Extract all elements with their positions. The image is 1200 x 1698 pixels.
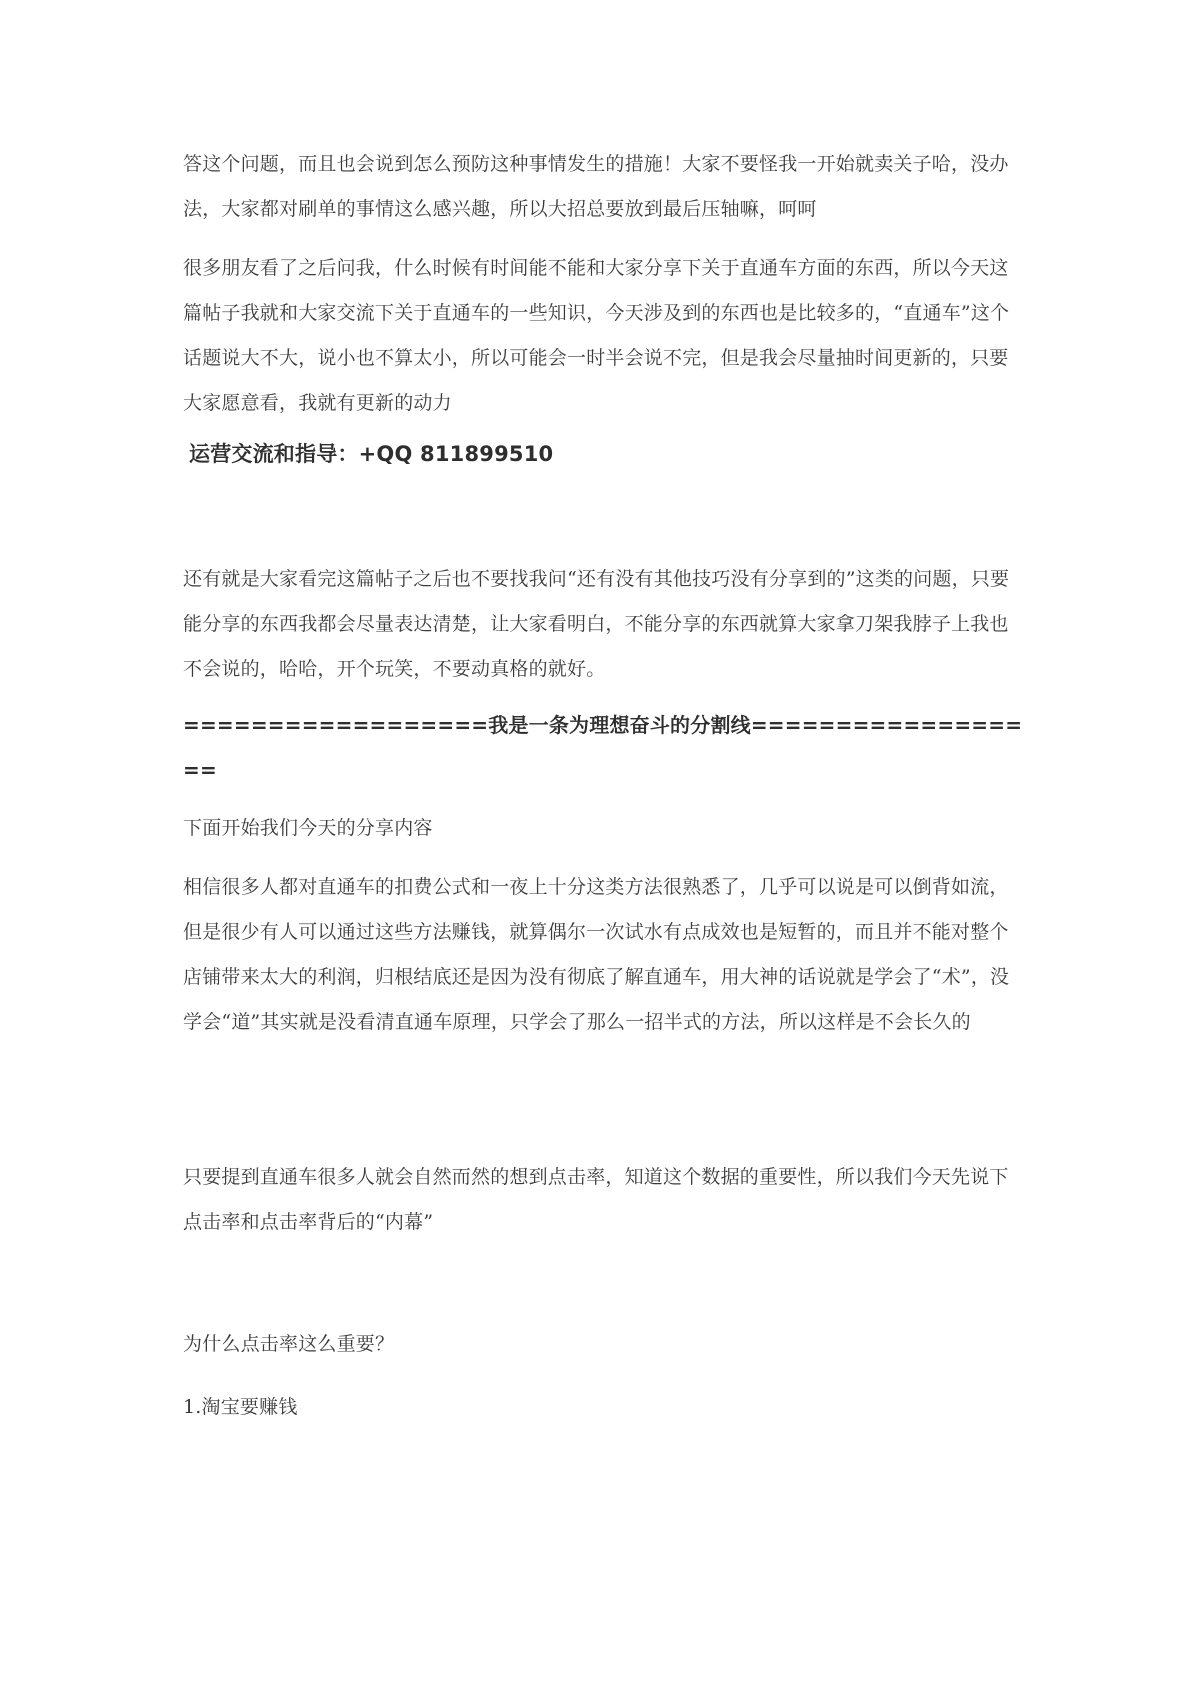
- section-question: 为什么点击率这么重要？: [183, 1333, 395, 1355]
- paragraph-click-rate: 只要提到直通车很多人就会自然而然的想到点击率，知道这个数据的重要性，所以我们今天先说下点击率和点击率背后的“内幕”: [183, 1166, 1009, 1233]
- paragraph-start: 下面开始我们今天的分享内容: [183, 817, 433, 839]
- paragraph-request: 很多朋友看了之后问我，什么时候有时间能不能和大家分享下关于直通车方面的东西，所以今天这篇帖子我就和大家交流下关于直通车的一些知识，今天涉及到的东西也是比较多的，“直通车”这个话题说大不大，说小也不算太小，所以可能会一时半会说不完，但是我会尽量抽时间更新的，只要大家愿意看，我就有更新的动力: [183, 257, 1010, 414]
- list-item-1: 1.淘宝要赚钱: [183, 1396, 298, 1418]
- paragraph-intro-continued: 答这个问题，而且也会说到怎么预防这种事情发生的措施！大家不要怪我一开始就卖关子哈，没办法，大家都对刷单的事情这么感兴趣，所以大招总要放到最后压轴嘛，呵呵: [183, 153, 1009, 220]
- paragraph-background: 相信很多人都对直通车的扣费公式和一夜上十分这类方法很熟悉了，几乎可以说是可以倒背如流，但是很少有人可以通过这些方法赚钱，就算偶尔一次试水有点成效也是短暂的，而且并不能对整个店铺带来太大的利润，归根结底还是因为没有彻底了解直通车，用大神的话说就是学会了“术”，没学会“道”其实就是没看清直通车原理，只学会了那么一招半式的方法，所以这样是不会长久的: [183, 876, 1010, 1033]
- paragraph-disclaimer: 还有就是大家看完这篇帖子之后也不要找我问“还有没有其他技巧没有分享到的”这类的问题，只要能分享的东西我都会尽量表达清楚，让大家看明白，不能分享的东西就算大家拿刀架我脖子上我也不会说的，哈哈，开个玩笑，不要动真格的就好。: [183, 568, 1010, 680]
- section-divider: ==================我是一条为理想奋斗的分割线==================: [183, 713, 1023, 782]
- contact-line: 运营交流和指导：+QQ 811899510: [189, 442, 554, 466]
